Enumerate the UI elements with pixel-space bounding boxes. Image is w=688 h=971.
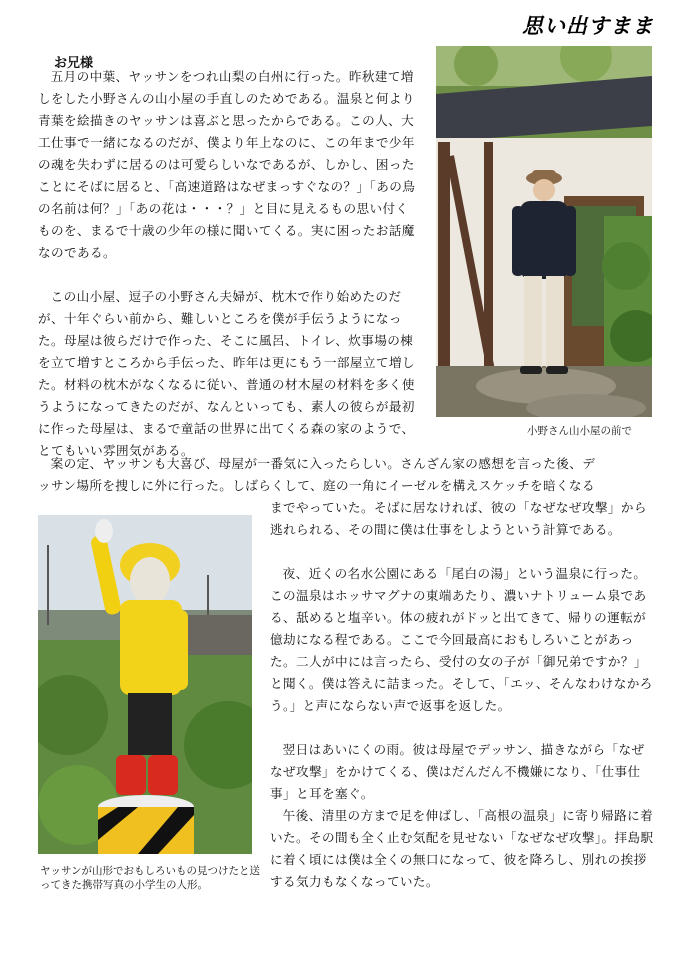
paragraph-sketch-line1: 案の定、ヤッサンも大喜び、母屋が一番気に入ったらしい。さんざん家の感想を言った後、デ bbox=[50, 456, 596, 471]
cabin-photo bbox=[436, 46, 652, 417]
paragraph-sketch-line2: ッサン場所を捜しに外に行った。しばらくして、庭の一角にイーゼルを構えスケッチを暗くなる bbox=[38, 478, 595, 493]
cabin-photo-caption: 小野さん山小屋の前で bbox=[527, 425, 632, 437]
paragraph-sketch-continued: までやっていた。そばに居なければ、彼の「なぜなぜ攻撃」から逃れられる、その間に僕は仕事をしようという計算である。 bbox=[270, 500, 647, 537]
paragraph-cabin: この山小屋、逗子の小野さん夫婦が、枕木で作り始めたのだが、十年ぐらい前から、難しいところを僕が手伝うようになった。母屋は彼らだけで作った、そこに風呂、トイレ、炊事場の棟を立て増すところから手伝った、昨年は更にもう一部屋立て増した。材料の枕木がなくなるに従い、普通の材木屋の材料を多く使うようになってきたのだが、なんといっても、素人の彼らが最初に作った母屋は、まるで童話の世界に出てくる森の家のようで、とてもいい雰囲気がある。 bbox=[38, 289, 415, 458]
paragraph-onsen: 夜、近くの名水公園にある「尾白の湯」という温泉に行った。この温泉はホッサマグナの東端あたり、濃いナトリューム泉である、舐めると塩辛い。体の疲れがドッと出てきて、帰りの運転が億劫になる程である。ここで今回最高におもしろいことがあった。二人が中には言ったら、受付の女の子が「御兄弟ですか？」と聞く。僕は答えに詰まった。そして、「エッ、そんなわけなかろう。」と声にならない声で返事を返した。 bbox=[270, 566, 653, 713]
article-full-width bbox=[38, 453, 654, 497]
cabin-photo-illustration bbox=[436, 46, 652, 417]
page-header-title: 思い出すまま bbox=[522, 14, 654, 38]
article-top-column bbox=[38, 66, 420, 462]
doll-photo-caption: ヤッサンが山形でおもしろいもの見つけたと送ってきた携帯写真の小学生の人形。 bbox=[40, 865, 260, 891]
paragraph-next-day: 翌日はあいにくの雨。彼は母屋でデッサン、描きながら「なぜなぜ攻撃」をかけてくる、僕はだんだん不機嫌になり、「仕事仕事」と耳を塞ぐ。 bbox=[270, 742, 645, 801]
paragraph-intro: 五月の中葉、ヤッサンをつれ山梨の白州に行った。昨秋建て増しをした小野さんの山小屋の手直しのためである。温泉と何より青葉を絵描きのヤッサンは喜ぶと思ったからである。この人、大工仕事で一緒になるのだが、僕より年上なのに、この年まで少年の魂を失わずに居るのは可愛らしいなであるが、しかし、困ったことにそばに居ると、「高速道路はなぜまっすぐなの？」「あの鳥の名前は何？」「あの花は・・・？」と目に見えるもの思い付くものを、まるで十歳の少年の様に聞いてくる。実に困ったお話魔なのである。 bbox=[38, 69, 416, 260]
article-subtitle: お兄様 bbox=[54, 56, 94, 71]
paragraph-afternoon: 午後、清里の方まで足を伸ばし、「高根の温泉」に寄り帰路に着いた。その間も全く止む気配を見せない「なぜなぜ攻撃」。拝島駅に着く頃には僕は全くの無口になって、彼を降ろし、別れの挨拶する気力もなくなっていた。 bbox=[270, 808, 654, 889]
article-right-column bbox=[270, 497, 654, 893]
doll-photo bbox=[38, 515, 252, 854]
doll-photo-illustration bbox=[38, 515, 252, 854]
